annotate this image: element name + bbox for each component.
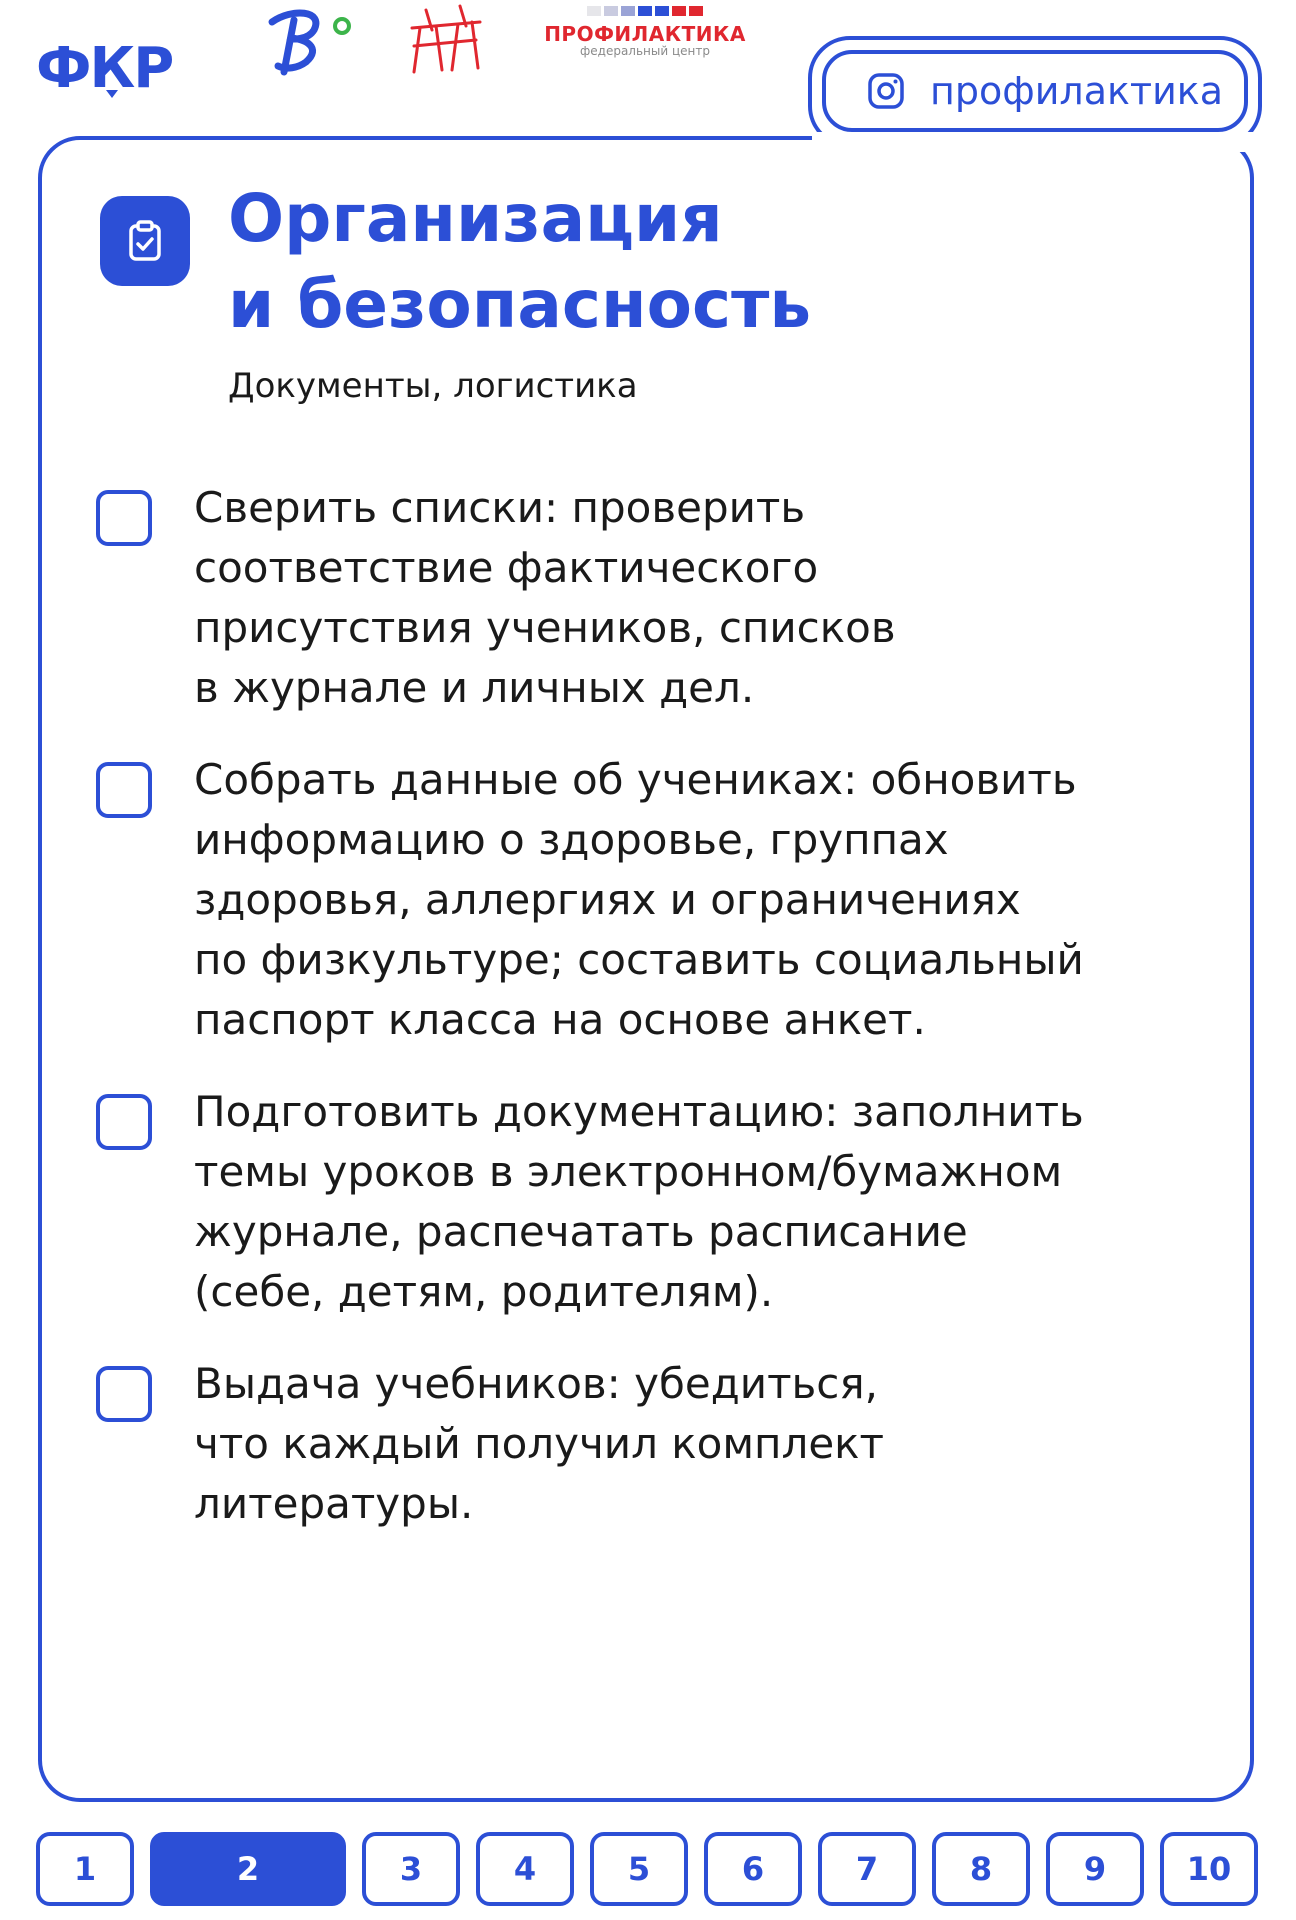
profilaktika-name: ПРОФИЛАКТИКА <box>544 22 746 46</box>
page-subtitle: Документы, логистика <box>228 366 638 406</box>
fkr-logo: ФКР <box>36 35 173 101</box>
pagination <box>36 1832 1262 1906</box>
checklist-item <box>96 750 1216 1050</box>
page-button-2-current[interactable]: 2 <box>150 1832 346 1906</box>
checkbox[interactable] <box>96 762 152 818</box>
page-button-10[interactable]: 10 <box>1160 1832 1258 1906</box>
clipboard-check-icon <box>100 196 190 286</box>
page-title-line-2: и безопасность <box>228 266 812 343</box>
instagram-link[interactable] <box>822 50 1248 132</box>
page-button-5[interactable]: 5 <box>590 1832 688 1906</box>
checkbox[interactable] <box>96 1366 152 1422</box>
checklist-item <box>96 1082 1216 1322</box>
checkbox[interactable] <box>96 1094 152 1150</box>
horse-logo <box>406 0 486 80</box>
checkbox[interactable] <box>96 490 152 546</box>
checklist <box>96 478 1216 1566</box>
checklist-item-text: Выдача учебников: убедиться, что каждый получил комплект литературы. <box>194 1359 885 1528</box>
instagram-icon <box>866 71 906 111</box>
page-button-6[interactable]: 6 <box>704 1832 802 1906</box>
checklist-item <box>96 478 1216 718</box>
checklist-item-text: Сверить списки: проверить соответствие фактического присутствия учеников, списков в журнале и личных дел. <box>194 483 896 712</box>
checklist-item-text: Подготовить документацию: заполнить темы уроков в электронном/бумажном журнале, распечатать расписание (себе, детям, родителям). <box>194 1087 1084 1316</box>
partner-logos <box>36 28 172 108</box>
instagram-label: профилактика <box>930 69 1223 113</box>
profilaktika-logo <box>540 6 750 76</box>
page-button-9[interactable]: 9 <box>1046 1832 1144 1906</box>
page-button-7[interactable]: 7 <box>818 1832 916 1906</box>
page-button-4[interactable]: 4 <box>476 1832 574 1906</box>
page-button-1[interactable]: 1 <box>36 1832 134 1906</box>
flag-stripes <box>540 6 750 16</box>
checklist-item <box>96 1354 1216 1534</box>
vo-logo <box>262 0 358 80</box>
page-button-3[interactable]: 3 <box>362 1832 460 1906</box>
page-title <box>228 176 1128 348</box>
page-button-8[interactable]: 8 <box>932 1832 1030 1906</box>
profilaktika-subtitle: федеральный центр <box>580 44 710 58</box>
checklist-item-text: Собрать данные об учениках: обновить информацию о здоровье, группах здоровья, аллергиях и ограничениях по физкультуре; составить социальный паспорт класса на основе анкет. <box>194 755 1084 1044</box>
page-title-line-1: Организация <box>228 180 723 257</box>
